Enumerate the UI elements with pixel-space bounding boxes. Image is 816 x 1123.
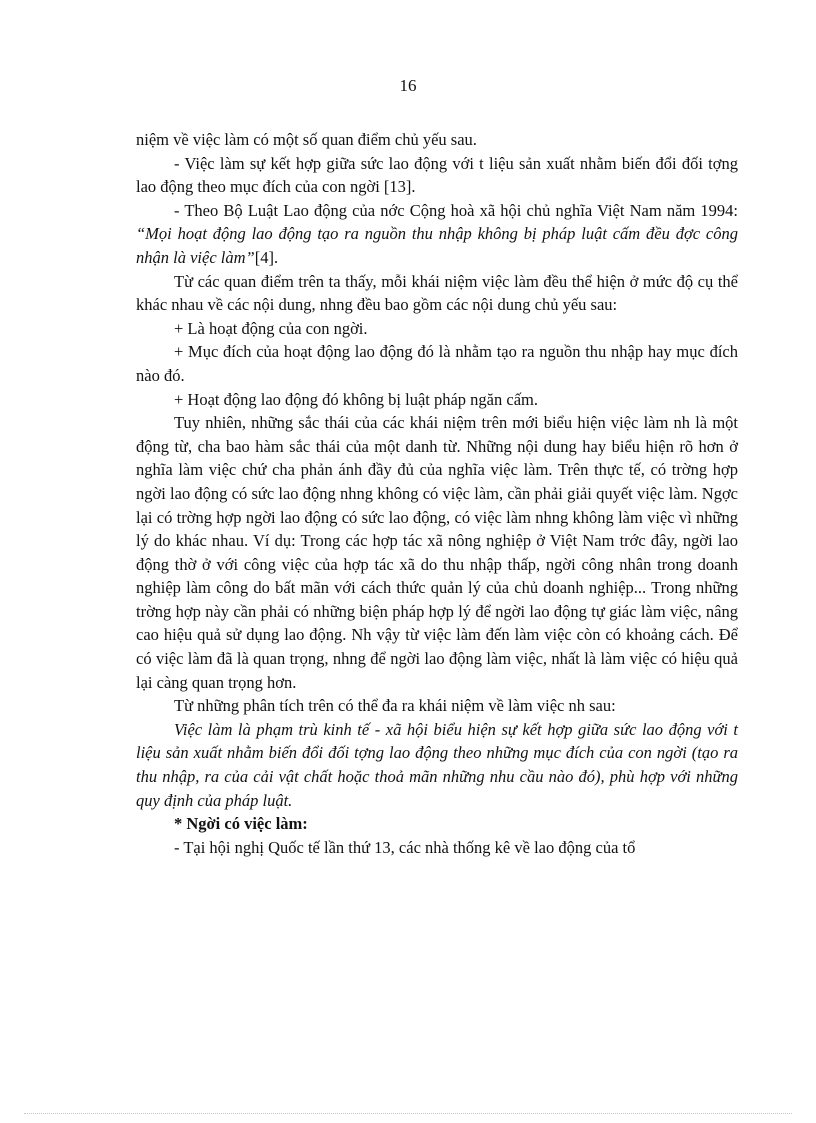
list-item-1: + Là hoạt động của con ngời. [174, 318, 368, 338]
paragraph-summary: Từ các quan điểm trên ta thấy, mỗi khái niệm việc làm đều thể hiện ở mức độ cụ thể khác nhau về các nội dung, nhng đều bao gồm các nội dung chủ yếu sau: [136, 271, 738, 315]
paragraph-continuation: niệm về việc làm có một số quan điểm chủ yếu sau. [136, 130, 477, 149]
section-heading: * Ngời có việc làm: [174, 814, 308, 834]
paragraph-definition-italic: Việc làm là phạm trù kinh tế - xã hội biểu hiện sự kết hợp giữa sức lao động với t liệu sản xuất nhằm biến đổi đối tợng lao động theo những mục đích của con ngời (tạo ra thu nhập, ra của cải vật chất hoặc thoả mãn những nhu cầu nào đó), phù hợp với những quy định của pháp luật. [136, 719, 738, 810]
paragraph-conference: - Tại hội nghị Quốc tế lần thứ 13, các nhà thống kê về lao động của tổ [174, 837, 636, 857]
law-quote: “Mọi hoạt động lao động tạo ra nguồn thu nhập không bị pháp luật cấm đều đợc công nhận là việc làm” [136, 224, 738, 267]
law-intro: - Theo Bộ Luật Lao động của nớc Cộng hoà xã hội chủ nghĩa Việt Nam năm 1994: [174, 200, 738, 220]
paragraph-intro-definition: Từ những phân tích trên có thể đa ra khái niệm về làm việc nh sau: [174, 696, 616, 716]
page-number: 16 [399, 76, 417, 95]
paragraph-discussion: Tuy nhiên, những sắc thái của các khái niệm trên mới biểu hiện việc làm nh là một động từ, cha bao hàm sắc thái của một danh từ. Những nội dung hay biểu hiện rõ hơn ở nghĩa làm việc chứ cha phản ánh đầy đủ của nghĩa việc làm. Trên thực tế, có trờng hợp ngời lao động có sức lao động nhng không có việc làm, cần phải giải quyết việc làm. Ngợc lại có trờng hợp ngời lao động có sức lao động, có việc làm nhng không làm việc vì những lý do khác nhau. Ví dụ: Trong các hợp tác xã nông nghiệp ở Việt Nam trớc đây, ngời lao động thờ ở với công việc của hợp tác xã do thu nhập thấp, ngời công nhân trong doanh nghiệp làm công do bất mãn với cách thức quản lý của chủ doanh nghiệp... Trong những trờng hợp này cần phải có những biện pháp hợp lý để ngời lao động tự giác làm việc, nâng cao hiệu quả sử dụng lao động. Nh vậy từ việc làm đến làm việc còn có khoảng cách. Để có việc làm đã là quan trọng, nhng để ngời lao động làm việc, nhất là làm việc có hiệu quả lại càng quan trọng hơn. [136, 413, 738, 692]
law-citation: [4]. [254, 247, 279, 267]
list-item-2: + Mục đích của hoạt động lao động đó là nhằm tạo ra nguồn thu nhập hay mục đích nào đó. [136, 342, 738, 385]
bottom-dotted-rule [24, 1113, 792, 1114]
body-text [136, 128, 738, 859]
paragraph-definition-1: - Việc làm sự kết hợp giữa sức lao động với t liệu sản xuất nhằm biến đổi đối tợng lao động theo mục đích của con ngời [13]. [136, 153, 738, 197]
list-item-3: + Hoạt động lao động đó không bị luật pháp ngăn cấm. [174, 389, 538, 409]
paragraph-definition-law [136, 199, 738, 270]
